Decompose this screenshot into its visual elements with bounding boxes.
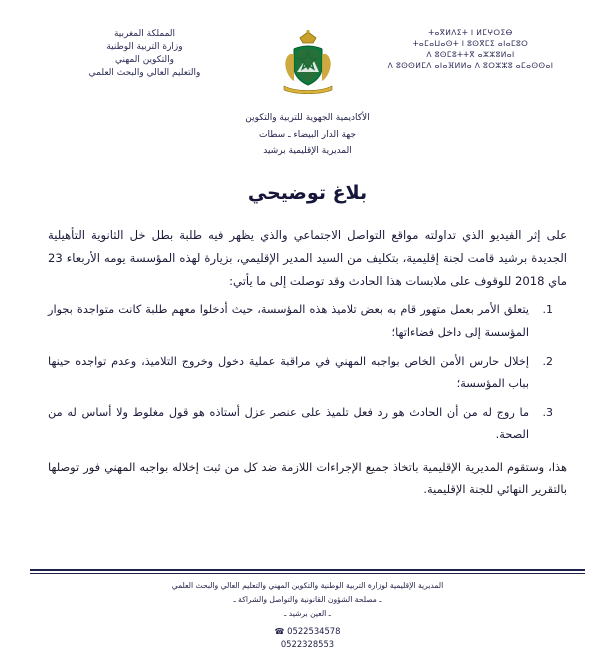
academy-line-2: جهة الدار البيضاء ـ سطات	[258, 129, 357, 140]
ministry-arabic-line-1: المملكة المغربية	[113, 29, 176, 39]
closing-paragraph: هذا، وستقوم المديرية الإقليمية باتخاذ جميع الإجراءات اللازمة ضد كل من ثبت إخلاله بواجبه المهني فور توصلها بالتقرير النهائي للجنة الإقليمية.	[48, 459, 567, 497]
document-header	[40, 18, 575, 96]
page-title: بلاغ توضيحي	[247, 181, 368, 204]
footer-line-2: ـ مصلحة الشؤون القانونية والتواصل والشراكة ـ	[233, 595, 382, 605]
ministry-arabic-heading	[52, 28, 237, 80]
intro-paragraph: على إثر الفيديو الذي تداولته مواقع التواصل الاجتماعي والذي يظهر فيه طلبة بطل خل الثانوية التأهيلية الجديدة برشيد قامت لجنة إقليمية، بتكليف من السيد المدير الإقليمي، بزيارة لهذه المؤسسة يومه الأربعاء 23 ماي 2018 للوقوف على ملابسات هذا الحادث وقد توصلت إلى ما يأتي:	[48, 227, 567, 289]
footer-rule-thin	[30, 573, 585, 574]
academy-line-1: الأكاديمية الجهوية للتربية والتكوين	[245, 113, 370, 123]
morocco-coat-of-arms-icon	[266, 30, 350, 96]
footer-address	[0, 579, 615, 621]
footer-phone-numbers	[0, 625, 615, 651]
footer-divider	[0, 569, 615, 574]
telephone-icon: ☎	[274, 627, 285, 637]
ministry-tifinagh-heading	[378, 28, 563, 72]
phone-number-1: 0522534578	[287, 626, 341, 637]
ministry-arabic-line-2: وزارة التربية الوطنية	[106, 42, 183, 53]
ministry-arabic-line-4: والتعليم العالي والبحث العلمي	[88, 68, 201, 79]
document-body	[40, 224, 575, 446]
ministry-tifinagh-line-4: ⴷ ⵓⵙⵙⵍⵎⴷ ⴰⵏⴰⴼⵍⵍⴰ ⴷ ⵓⵔⵣⵣⵓ ⴰⵎⴰⵙⵙⴰⵏ	[387, 60, 554, 70]
list-item: إخلال حارس الأمن الخاص بواجبه المهني في مراقبة عملية دخول وخروج التلاميذ، وعدم تواجده حينها بباب المؤسسة؛	[48, 354, 529, 390]
document-footer	[0, 569, 615, 651]
academy-subheading	[40, 110, 575, 160]
findings-list	[48, 299, 567, 445]
phone-number-2: 0522328553	[280, 639, 335, 650]
footer-line-3: ـ العين برشيد ـ	[284, 609, 331, 619]
list-item: ما روج له من أن الحادث هو رد فعل تلميذ على عنصر عزل أستاذه هو قول مغلوط ولا أساس له من الصحة.	[48, 405, 529, 441]
ministry-tifinagh-line-3: ⴷ ⵓⵙⵎⵓⵜⵜⴳ ⴰⵣⵣⵓⵍⴰⵏ	[426, 49, 515, 59]
ministry-tifinagh-line-1: ⵜⴰⴳⵍⴷⵉⵜ ⵏ ⵍⵎⵖⵔⵉⴱ	[428, 28, 513, 37]
phone-line-1	[0, 625, 615, 638]
footer-line-1: المديرية الإقليمية لوزارة التربية الوطنية والتكوين المهني والتعليم العالي والبحث العلمي	[171, 581, 444, 591]
ministry-tifinagh-line-2: ⵜⴰⵎⴰⵡⴰⵙⵜ ⵏ ⵓⵙⴳⵎⵉ ⴰⵏⴰⵎⵓⵔ	[412, 38, 529, 48]
footer-rule-thick	[30, 569, 585, 571]
academy-line-3: المديرية الإقليمية برشيد	[263, 146, 352, 157]
ministry-arabic-line-3: والتكوين المهني	[115, 55, 174, 66]
list-item: يتعلق الأمر بعمل متهور قام به بعض تلاميذ هذه المؤسسة، حيث أدخلوا معهم طلبة كانت متواجدة بجوار المؤسسة إلى داخل فضاءاتها؛	[48, 303, 529, 339]
